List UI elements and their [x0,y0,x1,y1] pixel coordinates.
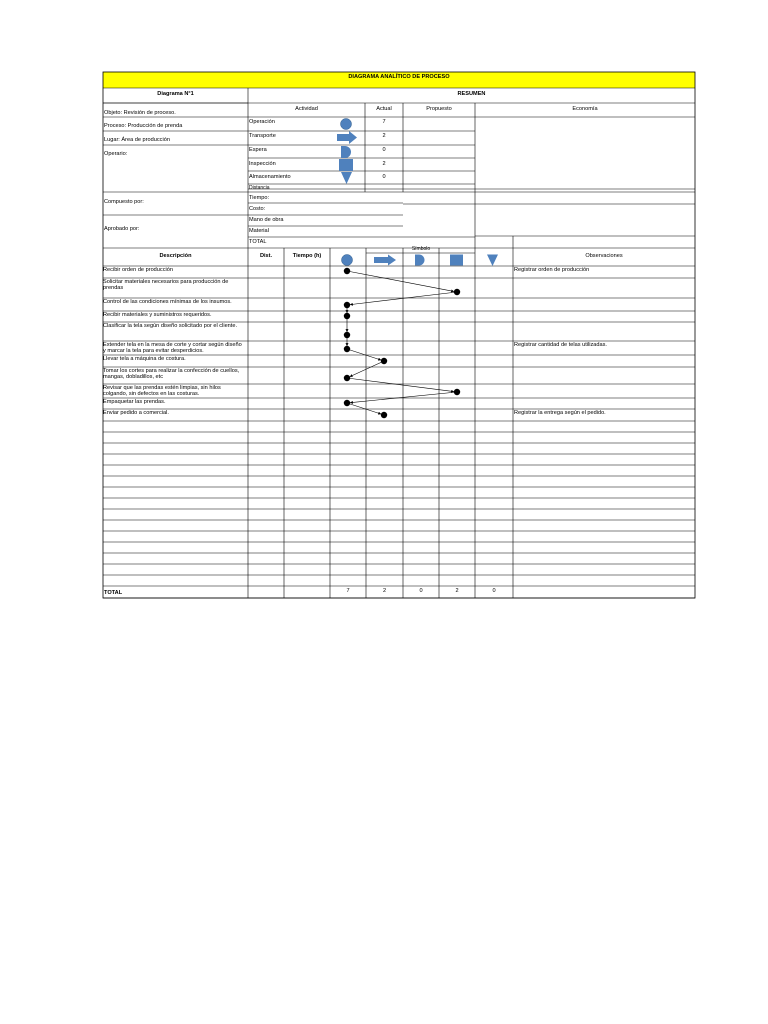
col-header-dist: Dist. [259,253,273,259]
total-espera: 0 [419,588,423,594]
summary-almacenamiento-actual: 0 [382,174,386,180]
step-dot [344,346,350,352]
col-header-simbolo: Símbolo [411,246,431,252]
summary-operacion-label: Operación [249,119,275,125]
header-almacenamiento-icon [487,255,498,267]
summary-operacion-actual: 7 [382,119,386,125]
main-total-label: TOTAL [104,590,123,596]
step-description: Empaquetar las prendas. [103,399,166,405]
lugar-label: Lugar: Área de producción [104,137,170,143]
step-description: Control de las condiciones mínimas de los insumos. [103,299,232,305]
col-header-observaciones: Observaciones [585,253,623,259]
aprobado-label: Aprobado por: [104,226,140,232]
total-transporte: 2 [382,588,387,594]
flow-connector [347,271,454,291]
flow-connector [347,378,454,392]
col-header-descripcion: Descripción [159,253,192,259]
step-dot [454,389,460,395]
summary-header-economia: Economía [572,106,598,112]
total-operacion: 7 [346,588,350,594]
summary-almacenamiento-icon [341,172,352,184]
total-inspeccion: 2 [455,588,459,594]
step-description: Llevar tela a máquina de costura. [103,356,186,362]
summary-distancia-label: Distancia [249,185,270,191]
sheet-title: DIAGRAMA ANALÍTICO DE PROCESO [348,74,450,80]
step-description: Clasificar la tela según diseño solicitado por el cliente. [103,323,238,329]
step-observation: Registrar orden de producción [514,267,590,273]
summary-operacion-icon [341,119,352,130]
summary-header-propuesto: Propuesto [426,106,452,112]
summary-espera-actual: 0 [382,147,386,153]
summary-total-label: TOTAL [249,239,267,245]
proceso-label: Proceso: Producción de prenda [104,123,183,129]
step-description: Solicitar materiales necesarios para producción de prendas [103,279,229,292]
summary-transporte-actual: 2 [382,133,386,139]
step-dot [344,332,350,338]
summary-costo-label: Costo: [249,206,266,212]
step-dot [344,268,350,274]
diagram-number: Diagrama N°1 [157,91,194,97]
total-almacenamiento: 0 [492,588,496,594]
summary-transporte-label: Transporte [249,133,276,139]
step-description: Revisar que las prendas estén limpias, sin hilos colgando, sin defectos en las costuras. [103,385,221,398]
summary-header-actual: Actual [376,106,392,112]
summary-espera-label: Espera [249,147,267,153]
col-header-tiempo: Tiempo (h) [292,253,322,259]
step-dot [344,302,350,308]
operario-label: Operario: [104,151,128,157]
summary-inspeccion-label: Inspección [249,161,276,167]
header-transporte-icon [374,255,396,266]
step-dot [454,289,460,295]
header-espera-icon [415,255,425,266]
summary-transporte-icon [337,131,357,144]
summary-inspeccion-actual: 2 [382,161,386,167]
step-dot [344,400,350,406]
step-description: Extender tela en la mesa de corte y cortar según diseño y marcar la tela para evitar desperdicios. [103,342,242,355]
summary-mano-obra-label: Mano de obra [249,217,284,223]
step-dot [344,375,350,381]
step-description: Tomar los cortes para realizar la confección de cuellos, mangas, dobladillos, etc [103,368,240,381]
summary-header-actividad: Actividad [295,106,318,112]
step-dot [381,358,387,364]
step-observation: Registrar la entrega según el pedido. [514,410,606,416]
summary-almacenamiento-label: Almacenamiento [249,174,291,180]
compuesto-label: Compuesto por: [104,199,144,205]
summary-inspeccion-icon [339,159,353,171]
summary-material-label: Material [249,228,269,234]
step-description: Recibir orden de producción [103,267,173,273]
summary-espera-icon [341,146,351,158]
resumen-header: RESUMEN [457,91,486,97]
header-operacion-icon [342,255,353,266]
step-description: Enviar pedido a comercial. [103,410,169,416]
objeto-label: Objeto: Revisión de proceso. [104,110,176,116]
flow-connector [347,349,381,360]
step-dot [381,412,387,418]
flow-connector [350,361,384,377]
step-dot [344,313,350,319]
summary-tiempo-label: Tiempo: [249,195,269,201]
header-inspeccion-icon [450,255,463,266]
step-description: Recibir materiales y suministros requeridos. [103,312,212,318]
step-observation: Registrar cantidad de telas utilizadas. [514,342,607,348]
flow-connector [347,403,381,414]
